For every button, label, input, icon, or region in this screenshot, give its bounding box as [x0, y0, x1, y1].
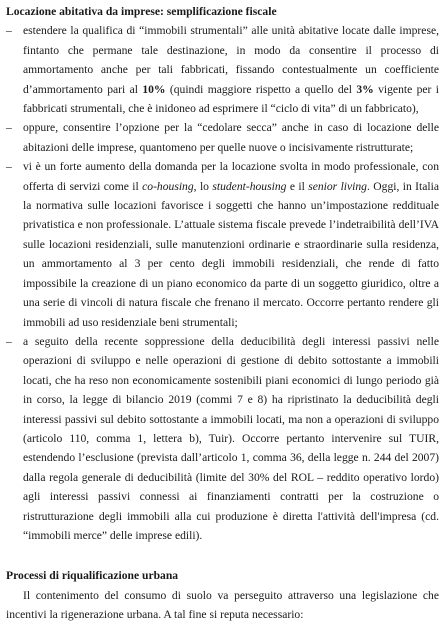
bullet-dash: – — [6, 160, 12, 174]
italic-term: senior living — [308, 179, 367, 193]
section-gap — [6, 545, 439, 566]
bullet-text: oppure, consentire l’opzione per la “cedolare secca” anche in caso di locazione delle abitazioni delle imprese, quantomeno per quelle nuove o incisivamente ristrutturate; — [23, 121, 439, 154]
bullet-text: , lo — [193, 179, 213, 193]
bullet-text: a seguito della recente soppressione della deducibilità degli interessi passivi nelle operazioni di sviluppo e nelle operazioni di gestione di debito sottostante a immobili locati, che ha reso non economicamente sostenibili piani economici di lungo periodo già in corso, la legge di bilancio 2019 (commi 7 e 8) ha ripristinato la deducibilità degli interessi passivi sul debito sottostante a immobili locati, ma non a operazioni di sviluppo (articolo 110, comma 1, lettera b), Tuir). Occorre pertanto intervenire sul TUIR, estendendo l’esclusione (prevista dall’articolo 1, comma 36, della legge n. 244 del 2007) dalla regola generale di deducibilità (limite del 30% del ROL – reddito operativo lordo) agli interessi passivi connessi ai finanziamenti contratti per la costruzione o ristrutturazione degli immobili alla cui produzione è diretta l'attività dell'impresa (cd. “immobili merce” delle imprese edili). — [23, 334, 439, 542]
bold-text: 10% — [142, 82, 166, 96]
bullet-item — [6, 21, 439, 118]
bullet-text: estendere la qualifica di “immobili strumentali” alle unità abitative locate dalle imprese, fintanto che permane tale destinazione, in modo da consentire il processo di ammortamento anche per tali fabbricati, fissando contestualmente un coefficiente d’ammortamento pari al — [23, 24, 439, 96]
italic-term: student-housing — [212, 179, 287, 193]
bullet-text: e il — [286, 179, 309, 193]
bullet-dash: – — [6, 121, 12, 135]
bullet-dash: – — [6, 334, 12, 348]
section-heading-riqualificazione: Processi di riqualificazione urbana — [6, 569, 179, 583]
bold-text: 3% — [356, 82, 374, 96]
bullet-text: . Oggi, in Italia la normativa sulle locazioni favorisce i soggetti che hanno un’impostazione reddituale privatistica e non professionale. L’attuale sistema fiscale prevede l’indetraibilità dell’IVA sulle locazioni residenziali, sulle manutenzioni ordinarie e straordinarie sulla residenza, un ammortamento al 3 per cento degli immobili residenziali, che rende di fatto impossibile la creazione di un piano economico da parte di un soggetto giuridico, oltre a una serie di vincoli di natura fiscale che frenano il mercato. Occorre pertanto rendere gli immobili ad uso residenziale beni strumentali; — [23, 179, 439, 329]
section-heading-locazione: Locazione abitativa da imprese: semplificazione fiscale — [6, 5, 277, 18]
bullet-list — [6, 21, 439, 545]
bullet-text: vigente per i fabbricati strumentali, che è inidoneo ad esprimere il “ciclo di vita” di un fabbricato), — [23, 82, 439, 116]
bullet-text: (quindi maggiore rispetto a quello del — [165, 82, 357, 96]
bullet-dash: – — [6, 24, 12, 38]
bullet-text: vi è un forte aumento della domanda per la locazione svolta in modo professionale, con offerta di servizi come il — [23, 160, 439, 193]
bullet-item — [6, 332, 439, 545]
document-page — [6, 2, 439, 625]
bullet-item — [6, 118, 439, 157]
section-paragraph: Il contenimento del consumo di suolo va perseguito attraverso una legislazione che incentivi la rigenerazione urbana. A tal fine si reputa necessario: — [6, 588, 439, 622]
italic-term: co-housing — [142, 179, 194, 193]
bullet-item — [6, 157, 439, 332]
